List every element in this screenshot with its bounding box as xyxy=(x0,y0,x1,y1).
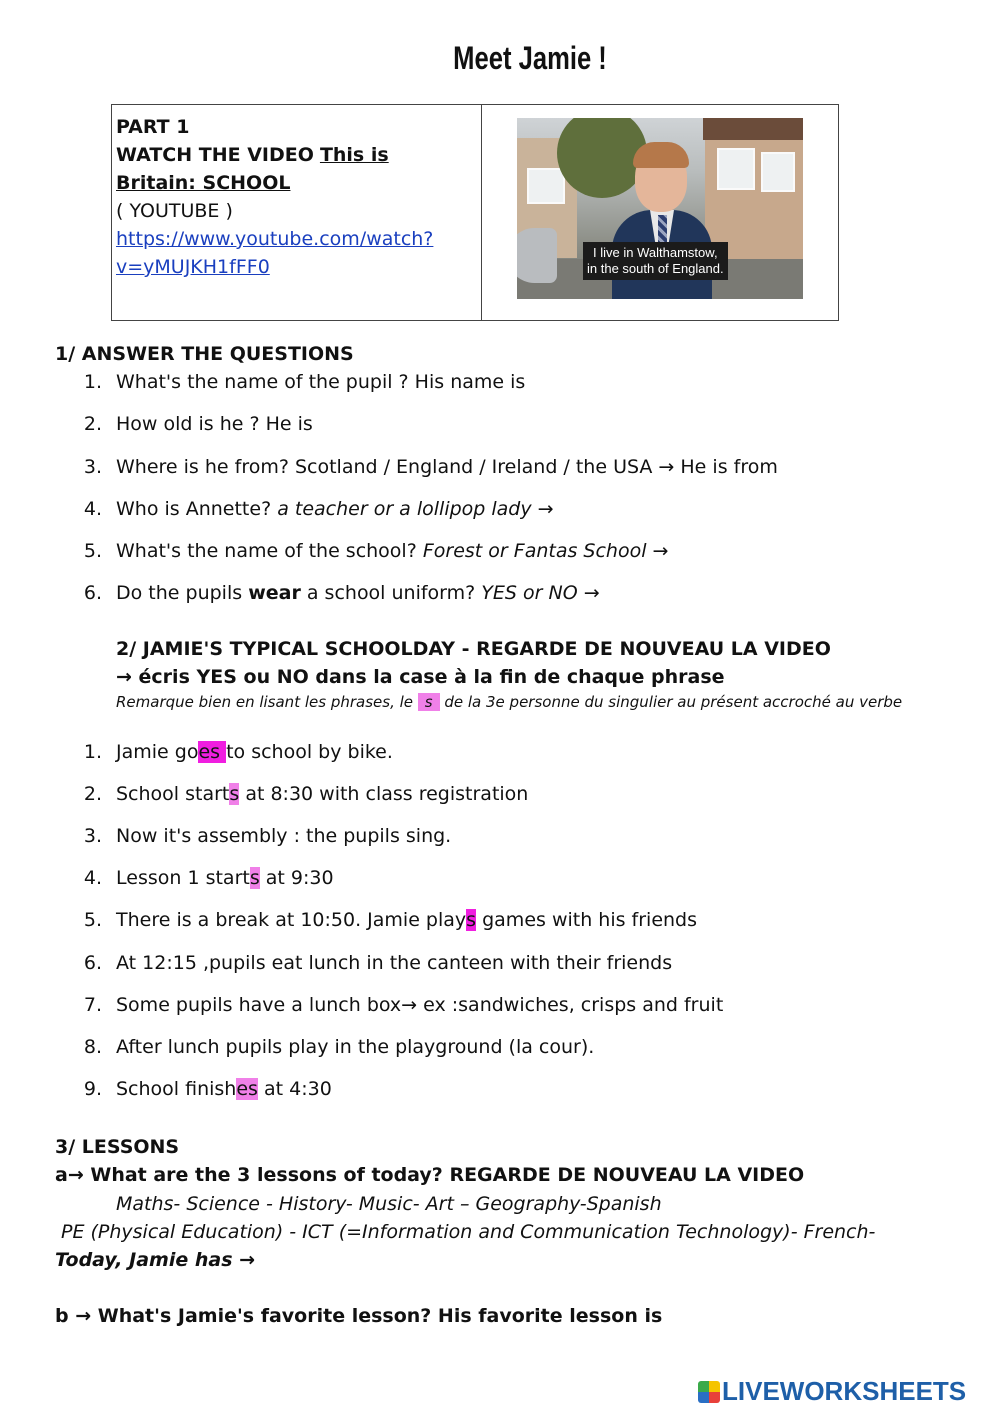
sentence-2 xyxy=(116,783,528,805)
lessons-list-2: PE (Physical Education) - ICT (=Information and Communication Technology)- French- xyxy=(61,1221,876,1243)
s-number: 3. xyxy=(83,825,102,847)
question-a: a→ What are the 3 lessons of today? REGARDE DE NOUVEAU LA VIDEO xyxy=(55,1164,805,1186)
q-number: 1. xyxy=(83,371,102,393)
video-title-2: Britain: SCHOOL xyxy=(116,172,291,194)
answer-options: Forest or Fantas School → xyxy=(422,540,669,562)
s-number: 7. xyxy=(83,994,102,1016)
window xyxy=(717,148,755,190)
caption-line-2: in the south of England. xyxy=(587,261,724,276)
roof xyxy=(703,118,803,140)
sentence-text: Lesson 1 start xyxy=(116,867,250,889)
q-number: 5. xyxy=(83,540,102,562)
sentence-5 xyxy=(116,909,697,931)
sentence-3: Now it's assembly : the pupils sing. xyxy=(116,825,452,847)
answer-options: a teacher or a lollipop lady → xyxy=(277,498,554,520)
question-text: Who is Annette? xyxy=(116,498,278,520)
sentence-text: at 9:30 xyxy=(259,867,334,889)
question-text: Do the pupils xyxy=(116,582,249,604)
sentence-6: At 12:15 ,pupils eat lunch in the canteen with their friends xyxy=(116,952,673,974)
verb-ending-highlight: s xyxy=(249,867,260,889)
window xyxy=(527,168,565,204)
sentence-text: School finish xyxy=(116,1078,237,1100)
section2-heading: 2/ JAMIE'S TYPICAL SCHOOLDAY - REGARDE DE NOUVEAU LA VIDEO xyxy=(116,638,831,660)
s-number: 8. xyxy=(83,1036,102,1058)
s-number: 9. xyxy=(83,1078,102,1100)
s-number: 4. xyxy=(83,867,102,889)
question-3: Where is he from? Scotland / England / Ireland / the USA → He is from xyxy=(116,456,778,478)
car xyxy=(517,228,557,283)
s-number: 2. xyxy=(83,783,102,805)
video-title-1: This is xyxy=(319,144,389,166)
remark-text: Remarque bien en lisant les phrases, le xyxy=(116,693,418,711)
part1-box xyxy=(111,104,839,321)
s-number: 1. xyxy=(83,741,102,763)
q-number: 3. xyxy=(83,456,102,478)
question-5 xyxy=(116,540,668,562)
sentence-text: There is a break at 10:50. Jamie play xyxy=(116,909,467,931)
section2-instruction: → écris YES ou NO dans la case à la fin de chaque phrase xyxy=(116,666,725,688)
verb-ending-highlight: es xyxy=(236,1078,258,1100)
question-1: What's the name of the pupil ? His name is xyxy=(116,371,526,393)
sentence-7: Some pupils have a lunch box→ ex :sandwiches, crisps and fruit xyxy=(116,994,724,1016)
sentence-text: games with his friends xyxy=(476,909,698,931)
video-source: ( YOUTUBE ) xyxy=(116,200,233,222)
s-number: 5. xyxy=(83,909,102,931)
lessons-list-1: Maths- Science - History- Music- Art – Geography-Spanish xyxy=(116,1193,662,1215)
remark-text: de la 3e personne du singulier au présent accroché au verbe xyxy=(439,693,903,711)
watch-label: WATCH THE VIDEO xyxy=(116,144,314,166)
logo-text: LIVEWORKSHEETS xyxy=(722,1376,967,1406)
caption-line-1: I live in Walthamstow, xyxy=(593,245,718,260)
question-b: b → What's Jamie's favorite lesson? His favorite lesson is xyxy=(55,1305,663,1327)
question-6 xyxy=(116,582,600,604)
sentence-text: School start xyxy=(116,783,230,805)
sentence-1 xyxy=(116,741,393,763)
sentence-8: After lunch pupils play in the playground (la cour). xyxy=(116,1036,595,1058)
watch-line xyxy=(116,141,433,169)
question-4 xyxy=(116,498,554,520)
boy-hair xyxy=(633,142,689,168)
question-2: How old is he ? He is xyxy=(116,413,313,435)
video-caption xyxy=(583,242,728,280)
q-number: 6. xyxy=(83,582,102,604)
page-title: Meet Jamie ! xyxy=(453,40,607,76)
sentence-text: Jamie go xyxy=(116,741,199,763)
liveworksheets-logo xyxy=(698,1376,966,1407)
liveworksheets-icon xyxy=(698,1381,720,1403)
verb-ending-highlight: s xyxy=(466,909,477,931)
bold-word: wear xyxy=(248,582,301,604)
question-text: a school uniform? xyxy=(300,582,482,604)
sentence-4 xyxy=(116,867,334,889)
window xyxy=(761,152,795,192)
question-text: What's the name of the school? xyxy=(116,540,423,562)
highlight-s: s xyxy=(418,693,440,711)
box-divider xyxy=(481,105,482,320)
answer-options: YES or NO → xyxy=(481,582,600,604)
video-link-line1[interactable]: https://www.youtube.com/watch? xyxy=(116,228,434,250)
sentence-text: at 4:30 xyxy=(257,1078,332,1100)
video-thumbnail[interactable] xyxy=(517,118,803,299)
q-number: 2. xyxy=(83,413,102,435)
section3-heading: 3/ LESSONS xyxy=(55,1136,180,1158)
section1-heading: 1/ ANSWER THE QUESTIONS xyxy=(55,343,354,365)
part1-info xyxy=(116,113,433,281)
video-link-line2[interactable]: v=yMUJKH1fFF0 xyxy=(116,256,270,278)
sentence-9 xyxy=(116,1078,332,1100)
q-number: 4. xyxy=(83,498,102,520)
section2-remark xyxy=(116,693,902,711)
s-number: 6. xyxy=(83,952,102,974)
verb-ending-highlight: s xyxy=(229,783,240,805)
verb-ending-highlight: es xyxy=(198,741,227,763)
sentence-text: at 8:30 with class registration xyxy=(239,783,529,805)
today-answer-prompt: Today, Jamie has → xyxy=(55,1249,256,1271)
part-label: PART 1 xyxy=(116,116,190,138)
sentence-text: to school by bike. xyxy=(226,741,393,763)
